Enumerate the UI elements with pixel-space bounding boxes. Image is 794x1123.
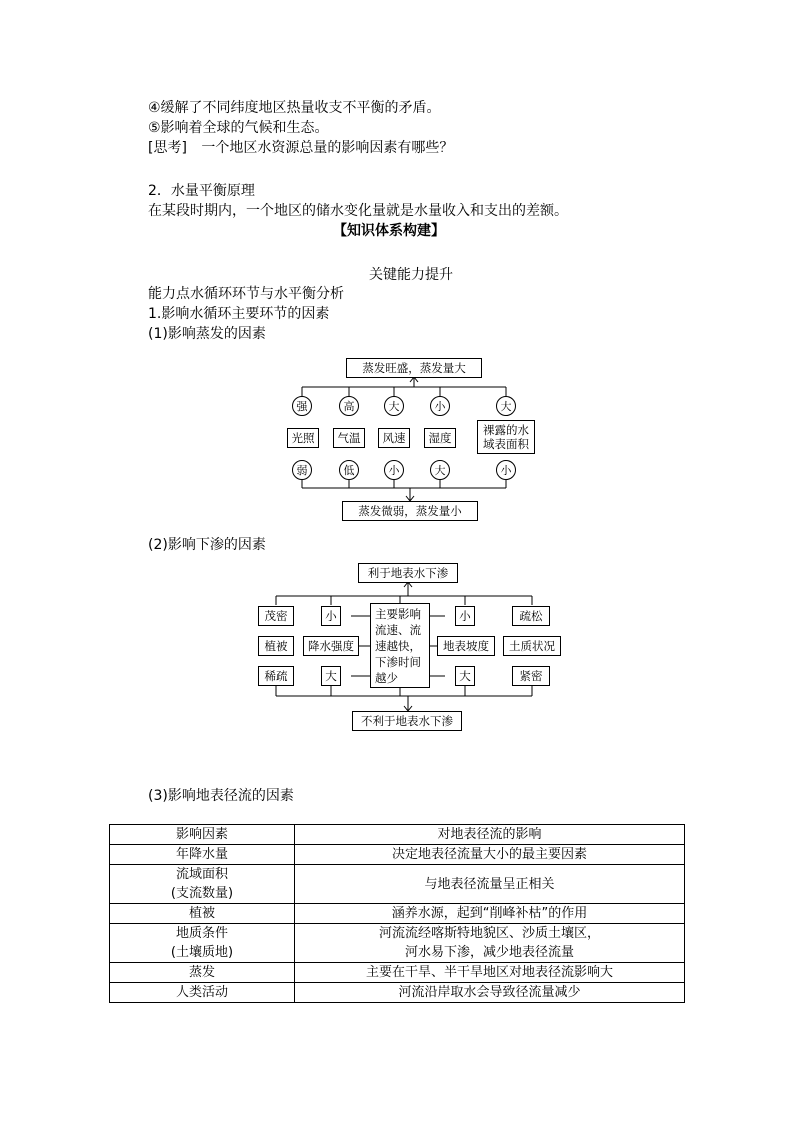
effect-cell [295, 865, 685, 904]
infil-up-box: 茂密 [258, 606, 294, 626]
effect-text: 主要在干旱、半干旱地区对地表径流影响大 [365, 965, 613, 980]
factor-text: 年降水量 [175, 847, 228, 862]
table-row [110, 924, 685, 963]
table-header-cell: 对地表径流的影响 [295, 825, 685, 845]
factor-cell [110, 904, 295, 924]
table-header-cell: 影响因素 [110, 825, 295, 845]
evap-factor-box: 裸露的水域表面积 [477, 420, 535, 454]
factor-cell [110, 924, 295, 963]
effect-text: 河水易下渗，减少地表径流量 [404, 945, 574, 960]
evap-down-circle: 弱 [292, 460, 312, 480]
evap-factor-box: 风速 [378, 428, 410, 448]
factor-cell [110, 865, 295, 904]
infil-up-box: 小 [321, 606, 341, 626]
effect-text: 河流沿岸取水会导致径流量减少 [398, 985, 581, 1000]
intro-item-4: ④缓解了不同纬度地区热量收支不平衡的矛盾。 [148, 100, 441, 116]
factor-cell [110, 983, 295, 1003]
evap-top-box: 蒸发旺盛，蒸发量大 [346, 358, 482, 378]
infil-down-box: 稀疏 [258, 666, 294, 686]
evap-heading: (1)影响蒸发的因素 [148, 326, 266, 342]
effect-text: 涵养水源，起到“削峰补枯”的作用 [391, 906, 588, 921]
infil-center-box: 主要影响流速、流速越快，下渗时间越少 [370, 603, 430, 688]
factor-text: 流域面积 [175, 867, 228, 882]
factor-text: 人类活动 [175, 985, 228, 1000]
effect-text: 河流流经喀斯特地貌区、沙质土壤区， [378, 926, 600, 941]
evap-down-circle: 小 [496, 460, 516, 480]
infil-factor-box: 土质状况 [503, 636, 561, 656]
effect-text: 与地表径流量呈正相关 [424, 876, 555, 892]
infil-top-box: 利于地表水下渗 [358, 563, 458, 583]
evap-factor-box: 湿度 [424, 428, 456, 448]
runoff-table [109, 824, 685, 1003]
section2-heading: 2．水量平衡原理 [148, 183, 255, 199]
infil-up-box: 疏松 [512, 606, 550, 626]
knowledge-title: 【知识体系构建】 [333, 223, 445, 239]
table-row [110, 904, 685, 924]
infil-down-box: 紧密 [512, 666, 550, 686]
intro-item-5: ⑤影响着全球的气候和生态。 [148, 120, 329, 136]
evap-down-circle: 大 [430, 460, 450, 480]
effect-cell [295, 904, 685, 924]
evap-up-circle: 大 [496, 396, 516, 416]
table-row [110, 845, 685, 865]
think-label: [思考] [148, 140, 187, 156]
evap-down-circle: 小 [384, 460, 404, 480]
evap-up-circle: 小 [430, 396, 450, 416]
runoff-heading: (3)影响地表径流的因素 [148, 788, 294, 804]
factor-cell [110, 845, 295, 865]
sub-heading-1: 1.影响水循环主要环节的因素 [148, 306, 330, 322]
factor-text: (支流数量) [170, 886, 234, 901]
ability-point: 能力点水循环环节与水平衡分析 [148, 286, 344, 302]
factor-cell [110, 963, 295, 983]
key-title: 关键能力提升 [369, 267, 453, 283]
infil-factor-box: 植被 [258, 636, 294, 656]
infil-factor-box: 地表坡度 [437, 636, 495, 656]
effect-text: 决定地表径流量大小的最主要因素 [391, 847, 587, 862]
factor-text: 地质条件 [175, 926, 228, 941]
factor-text: (土壤质地) [170, 945, 234, 960]
think-text: 一个地区水资源总量的影响因素有哪些？ [201, 140, 454, 156]
infil-down-box: 大 [321, 666, 341, 686]
table-row [110, 963, 685, 983]
infil-up-box: 小 [455, 606, 475, 626]
evap-bottom-box: 蒸发微弱，蒸发量小 [342, 501, 478, 521]
infil-heading: (2)影响下渗的因素 [148, 537, 266, 553]
section2-body: 在某段时期内，一个地区的储水变化量就是水量收入和支出的差额。 [148, 203, 568, 219]
infil-factor-box: 降水强度 [303, 636, 359, 656]
effect-cell [295, 963, 685, 983]
evap-factor-box: 光照 [287, 428, 319, 448]
evap-factor-box: 气温 [333, 428, 365, 448]
evap-up-circle: 强 [292, 396, 312, 416]
table-row [110, 983, 685, 1003]
evap-down-circle: 低 [339, 460, 359, 480]
table-header-row [110, 825, 685, 845]
evap-up-circle: 大 [384, 396, 404, 416]
infil-bottom-box: 不利于地表水下渗 [352, 711, 462, 731]
effect-cell [295, 924, 685, 963]
effect-cell [295, 845, 685, 865]
factor-text: 蒸发 [188, 965, 215, 980]
evap-up-circle: 高 [339, 396, 359, 416]
effect-cell [295, 983, 685, 1003]
infil-down-box: 大 [455, 666, 475, 686]
table-row [110, 865, 685, 904]
factor-text: 植被 [188, 906, 215, 921]
